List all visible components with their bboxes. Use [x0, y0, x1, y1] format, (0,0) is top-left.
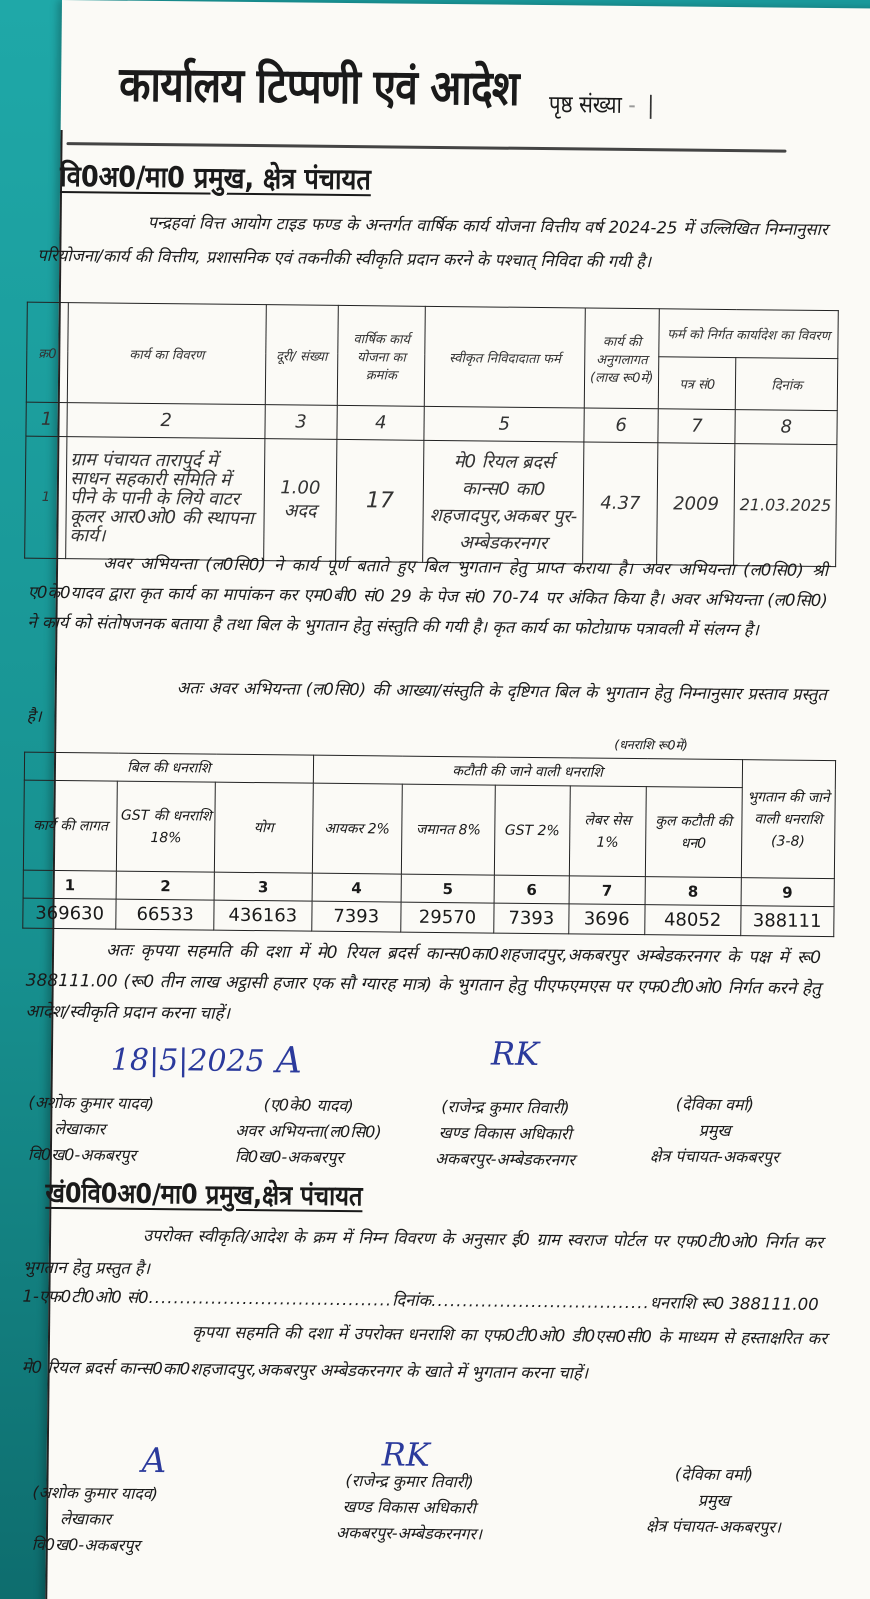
table-header-row [27, 302, 838, 358]
cell-date: 21.03.2025 [734, 444, 837, 567]
page-number-value: - [628, 90, 637, 120]
approval-request-paragraph [25, 935, 821, 1036]
document-header [119, 51, 840, 124]
signatory-office: क्षेत्र पंचायत-अकबरपुर [649, 1146, 779, 1167]
header-net-payable: भुगतान की जाने वाली धनराशि (3-8) [741, 760, 836, 879]
fto-number-label: 1-एफ0टी0ओ0 सं0 [22, 1286, 149, 1307]
signatory-jee [235, 1092, 382, 1172]
signatory-name: (राजेन्द्र कुमार तिवारी) [345, 1471, 474, 1492]
col-num: 3 [214, 872, 312, 901]
signatory2-bdo [336, 1468, 483, 1548]
section2-para2-text: कृपया सहमति की दशा में उपरोक्त धनराशि का एफ0टी0ओ0 डी0एस0सी0 के माध्यम से हस्ताक्षरित कर मे0 रियल ब्रदर्स कान्स0का0शहजादपुर,अकबरपुर अम्बेडकरनगर के खाते में भुगतान करना चाहें। [21, 1322, 828, 1383]
signatory2-accountant [32, 1480, 158, 1559]
col-num: 5 [401, 874, 495, 903]
bill-header-row [23, 780, 835, 878]
bill-amount-table [22, 752, 836, 937]
signature-accountant-2: A [141, 1440, 167, 1482]
header-plan-no: वार्षिक कार्य योजना का क्रमांक [337, 305, 426, 406]
jee-report-paragraph [27, 548, 828, 646]
signatory-role: प्रमुख [697, 1490, 730, 1511]
signatory-office: अकबरपुर-अम्बेडकरनगर [434, 1148, 575, 1170]
proposal-paragraph [26, 672, 827, 740]
col-num: 8 [645, 877, 741, 906]
section1-heading: वि0अ0/मा0 प्रमुख, क्षेत्र पंचायत [59, 158, 372, 197]
signatory-name: (देविका वर्मा) [674, 1464, 754, 1485]
signature-bdo: RK [490, 1034, 540, 1074]
header-total-deduction: कुल कटौती की धन0 [645, 787, 741, 878]
col-num: 2 [116, 871, 214, 900]
signatory-role: अवर अभियन्ता(ल0सि0) [235, 1120, 382, 1142]
header-workorder-group: फर्म को निर्गत कार्यादेश का विवरण [659, 309, 838, 359]
value-work-cost: 369630 [23, 898, 117, 929]
header-labour-cess: लेबर सेस 1% [569, 786, 646, 877]
section2-para1-text: उपरोक्त स्वीकृति/आदेश के क्रम में निम्न विवरण के अनुसार ई0 ग्राम स्वराज पोर्टल पर एफ0टी0ओ0 निर्गत कर भुगतान हेतु प्रस्तुत है। [22, 1225, 824, 1278]
signatory-accountant [28, 1090, 154, 1169]
header-firm: स्वीकृत निविदादाता फर्म [425, 306, 586, 408]
fto-number-blank: ....................................... [148, 1287, 393, 1310]
header-distance: दूरी/ संख्या [265, 305, 338, 406]
col-num: 2 [67, 403, 265, 439]
cell-distance: 1.00 अदद [264, 439, 337, 562]
cell-description: ग्राम पंचायत तारापुर्द में साधन सहकारी समिति में पीने के पानी के लिये वाटर कूलर आर0ओ0 की स्थापना कार्य। [66, 437, 265, 561]
col-num: 8 [735, 410, 837, 445]
section1-intro [37, 205, 828, 281]
cell-firm: मे0 रियल ब्रदर्स कान्स0 का0 शहजादपुर,अकबर पुर-अम्बेडकरनगर [423, 440, 584, 564]
value-total-deduction: 48052 [645, 905, 741, 936]
col-num: 4 [337, 405, 425, 440]
signature-bdo-2: RK [381, 1435, 430, 1474]
signatory-name: (अशोक कुमार यादव) [28, 1092, 155, 1114]
signature-accountant: 18|5|2025 [110, 1042, 265, 1080]
cell-letter-no: 2009 [657, 443, 735, 566]
para2-text: अवर अभियन्ता (ल0सि0) ने कार्य पूर्ण बताते हुए बिल भुगतान हेतु प्राप्त कराया है। अवर अभियन्ता (ल0सि0) श्री ए0के0यादव द्वारा कृत कार्य का मापांकन कर एम0बी0 सं0 29 के पेज सं0 70-74 पर अंकित किया है। अवर अभियन्ता (ल0सि0) ने कार्य को संतोषजनक बताया है तथा बिल के भुगतान हेतु संस्तुति की गयी है। कृत कार्य का फोटोग्राफ पत्रावली में संलग्न है। [27, 553, 829, 640]
para3-text: अतः अवर अभियन्ता (ल0सि0) की आख्या/संस्तुति के दृष्टिगत बिल के भुगतान हेतु निम्नानुसार प्रस्ताव प्रस्तुत है। [26, 678, 827, 726]
header-security: जमानत 8% [401, 784, 495, 875]
unit-note: (धनराशि रू0में) [614, 736, 688, 753]
page-label-text: पृष्ठ संख्या [549, 90, 623, 119]
col-num: 1 [26, 402, 68, 436]
signatory-role: लेखाकार [59, 1509, 112, 1529]
signatory-bdo [435, 1094, 576, 1173]
col-num: 7 [658, 409, 736, 444]
signatory-office: वि0ख0-अकबरपुर [234, 1146, 344, 1168]
header-serial: क्र0 [26, 302, 68, 402]
page-number-bar: | [647, 91, 655, 120]
signatory-name: (राजेन्द्र कुमार तिवारी) [441, 1097, 570, 1118]
signatory-office: वि0ख0-अकबरपुर [31, 1534, 141, 1555]
value-income-tax: 7393 [311, 901, 400, 932]
header-estimate: कार्य की अनुगलागत (लाख रू0में) [584, 308, 659, 409]
fto-amount: धनराशि रू0 388111.00 [649, 1293, 819, 1314]
signatory-pramukh [650, 1091, 780, 1170]
value-gst-amount: 66533 [116, 899, 214, 930]
title-divider [66, 142, 786, 153]
header-total: योग [214, 782, 313, 873]
col-num: 3 [265, 405, 337, 440]
header-gst-amount: GST की धनराशि 18% [117, 781, 216, 872]
header-work-cost: कार्य की लागत [23, 780, 117, 871]
col-num: 7 [569, 876, 646, 905]
signatory-role: खण्ड विकास अधिकारी [438, 1123, 572, 1144]
value-gst-deduction: 7393 [494, 903, 569, 934]
header-income-tax: आयकर 2% [312, 783, 402, 874]
value-net-payable: 388111 [740, 906, 834, 937]
cell-estimate: 4.37 [583, 442, 658, 565]
para4-text: अतः कृपया सहमति की दशा में मे0 रियल ब्रदर्स कान्स0का0शहजादपुर,अकबरपुर अम्बेडकरनगर के पक्ष में रू0 388111.00 (रू0 तीन लाख अट्ठासी हजार एक सौ ग्यारह मात्र) के भुगतान हेतु पीएफएमएस पर एफ0टी0ओ0 निर्गत करने हेतु आदेश/स्वीकृति प्रदान करना चाहें। [25, 940, 822, 1024]
group-bill-amount: बिल की धनराशि [24, 752, 313, 783]
signatory-role: खण्ड विकास अधिकारी [342, 1497, 476, 1518]
value-security: 29570 [401, 902, 495, 933]
value-labour-cess: 3696 [568, 904, 645, 935]
header-letter-no: पत्र सं0 [658, 357, 736, 410]
cell-serial: 1 [25, 436, 67, 558]
col-num: 1 [23, 870, 117, 899]
document-page [21, 0, 870, 1599]
fto-date-label: दिनांक [392, 1290, 432, 1310]
document-title: कार्यालय टिप्पणी एवं आदेश [118, 56, 520, 117]
col-num: 9 [741, 878, 835, 907]
signatory-office: क्षेत्र पंचायत-अकबरपुर। [645, 1516, 781, 1537]
header-gst-deduction: GST 2% [495, 785, 570, 876]
header-date: दिनांक [736, 358, 838, 411]
signatory-role: प्रमुख [698, 1120, 731, 1141]
work-details-table [24, 302, 839, 567]
fto-submission-paragraph [23, 1218, 824, 1292]
col-num: 6 [494, 875, 569, 904]
dsc-payment-paragraph [21, 1312, 827, 1394]
fto-date-blank: ................................... [431, 1290, 650, 1313]
header-description: कार्य का विवरण [67, 303, 266, 405]
signatory-role: लेखाकार [54, 1118, 106, 1139]
signatory-office: अकबरपुर-अम्बेडकरनगर। [335, 1522, 483, 1544]
signatory-name: (ए0के0 यादव) [263, 1095, 354, 1116]
signature-jee: A [275, 1040, 303, 1082]
col-num: 4 [312, 873, 401, 902]
group-deduction: कटौती की जाने वाली धनराशि [313, 755, 742, 787]
col-num: 5 [424, 406, 584, 442]
section2-heading: खं0वि0अ0/मा0 प्रमुख,क्षेत्र पंचायत [45, 1177, 363, 1213]
signatory-name: (अशोक कुमार यादव) [32, 1482, 159, 1504]
signatory2-pramukh [646, 1461, 782, 1540]
intro-text: पन्द्रहवां वित्त आयोग टाइड फण्ड के अन्तर्गत वार्षिक कार्य योजना वित्तीय वर्ष 2024-25 में उल्लिखित निम्नानुसार परियोजना/कार्य की वित्तीय, प्रशासनिक एवं तकनीकी स्वीकृति प्रदान करने के पश्चात् निविदा की गयी है। [37, 212, 828, 272]
page-number-label [549, 87, 655, 121]
value-total: 436163 [214, 900, 312, 931]
signatory-office: वि0ख0-अकबरपुर [27, 1144, 137, 1165]
cell-plan-no: 17 [336, 439, 425, 562]
signatory-name: (देविका वर्मा) [675, 1094, 755, 1115]
table-row [25, 436, 837, 566]
col-num: 6 [584, 408, 658, 443]
